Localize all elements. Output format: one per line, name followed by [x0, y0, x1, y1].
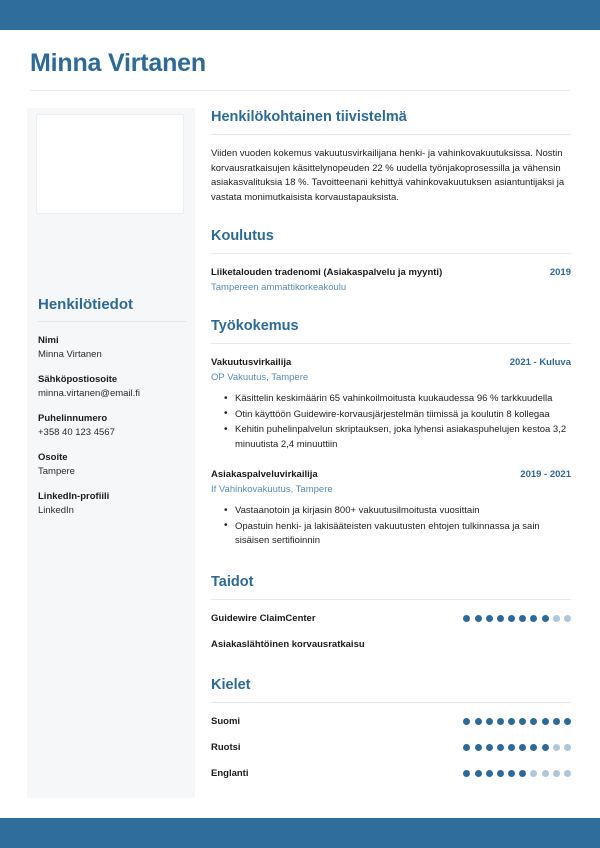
languages-section [211, 676, 571, 781]
contact-label: Puhelinnumero [38, 413, 108, 424]
contact-value: Minna Virtanen [38, 349, 102, 360]
rating-dot-filled [463, 744, 470, 751]
experience-role: Vakuutusvirkailija [211, 357, 292, 369]
contact-value: Tampere [38, 466, 75, 477]
experience-bullet: • Vastaanotoin ja kirjasin 800+ vakuutusilmoitusta vuosittain [235, 504, 569, 519]
rating-dot-filled [519, 615, 526, 622]
candidate-name: Minna Virtanen [30, 49, 206, 77]
education-section [211, 227, 571, 295]
contact-value: minna.virtanen@email.fi [38, 388, 141, 399]
skill-row [211, 638, 571, 652]
bottom-accent-bar [0, 818, 600, 848]
experience-bullets [211, 392, 571, 452]
rating-dot-filled [463, 615, 470, 622]
language-row [211, 741, 571, 755]
experience-bullet: • Käsittelin keskimäärin 65 vahinkoilmoitusta kuukaudessa 96 % tarkkuudella [235, 392, 569, 407]
experience-title: Työkokemus [211, 318, 299, 335]
main-content [211, 108, 571, 781]
personal-details-divider [38, 321, 186, 322]
contact-list [38, 334, 188, 518]
personal-details-section [38, 295, 188, 529]
experience-bullets [211, 504, 571, 549]
education-list [211, 266, 571, 295]
experience-bullet: • Opastuin henki- ja lakisääteisten vakuutusten ehtojen tulkinnassa ja sain sisäisen sertifioinnin [235, 520, 569, 549]
contact-label: Sähköpostiosoite [38, 374, 118, 385]
rating-dots [463, 770, 571, 777]
rating-dot-empty [564, 615, 571, 622]
rating-dot-filled [519, 770, 526, 777]
summary-section [211, 108, 571, 205]
skill-name: Asiakaslähtöinen korvausratkaisu [211, 638, 365, 650]
rating-dot-empty [553, 770, 560, 777]
rating-dot-filled [475, 744, 482, 751]
rating-dot-filled [508, 718, 515, 725]
rating-dot-filled [508, 615, 515, 622]
rating-dot-filled [530, 615, 537, 622]
skills-title: Taidot [211, 573, 254, 590]
experience-entry [211, 468, 571, 549]
rating-dot-filled [486, 615, 493, 622]
skills-divider [211, 599, 571, 600]
rating-dot-filled [553, 718, 560, 725]
rating-dot-empty [553, 615, 560, 622]
experience-bullet: • Otin käyttöön Guidewire-korvausjärjestelmän tiimissä ja koulutin 8 kollegaa [235, 408, 569, 423]
rating-dot-filled [542, 615, 549, 622]
language-name: Ruotsi [211, 741, 241, 753]
contact-item [38, 451, 188, 479]
personal-details-title: Henkilötiedot [38, 296, 134, 313]
education-divider [211, 253, 571, 254]
summary-divider [211, 134, 571, 135]
rating-dot-filled [497, 718, 504, 725]
rating-dot-filled [497, 770, 504, 777]
rating-dot-filled [508, 770, 515, 777]
rating-dot-filled [463, 770, 470, 777]
skill-row [211, 612, 571, 626]
profile-photo-placeholder [36, 114, 184, 214]
languages-list [211, 715, 571, 781]
contact-item [38, 373, 188, 401]
contact-label: Osoite [38, 452, 68, 463]
rating-dot-filled [497, 744, 504, 751]
contact-value: +358 40 123 4567 [38, 427, 115, 438]
rating-dot-filled [486, 744, 493, 751]
experience-date: 2019 - 2021 [520, 469, 571, 481]
experience-entry-head [211, 468, 571, 482]
rating-dot-filled [497, 615, 504, 622]
skills-list [211, 612, 571, 652]
education-title: Koulutus [211, 228, 274, 245]
rating-dot-filled [486, 770, 493, 777]
rating-dot-empty [530, 770, 537, 777]
name-header [30, 48, 570, 91]
rating-dots [463, 615, 571, 622]
rating-dot-filled [542, 718, 549, 725]
rating-dot-filled [486, 718, 493, 725]
rating-dot-filled [564, 718, 571, 725]
language-row [211, 715, 571, 729]
rating-dot-filled [475, 615, 482, 622]
experience-entry-head [211, 356, 571, 370]
rating-dot-filled [519, 744, 526, 751]
top-accent-bar [0, 0, 600, 30]
contact-item [38, 412, 188, 440]
education-date: 2019 [549, 267, 571, 279]
rating-dot-filled [519, 718, 526, 725]
rating-dot-filled [530, 718, 537, 725]
experience-role: Asiakaspalveluvirkailija [211, 469, 318, 481]
rating-dot-filled [530, 744, 537, 751]
rating-dot-filled [475, 770, 482, 777]
language-name: Suomi [211, 715, 241, 727]
education-entry [211, 266, 571, 295]
rating-dot-filled [463, 718, 470, 725]
education-degree: Liiketalouden tradenomi (Asiakaspalvelu ja myynti) [211, 267, 443, 279]
education-entry-head [211, 266, 571, 280]
language-row [211, 767, 571, 781]
summary-title: Henkilökohtainen tiivistelmä [211, 109, 407, 125]
education-institution: Tampereen ammattikorkeakoulu [211, 282, 347, 294]
languages-title: Kielet [211, 676, 251, 693]
languages-divider [211, 702, 571, 703]
rating-dot-empty [542, 770, 549, 777]
rating-dot-empty [564, 744, 571, 751]
rating-dot-empty [564, 770, 571, 777]
contact-label: Nimi [38, 335, 59, 346]
language-name: Englanti [211, 767, 249, 779]
experience-divider [211, 343, 571, 344]
experience-bullet: • Kehitin puhelinpalvelun skriptauksen, joka lyhensi asiakaspuhelujen kestoa 3,2 minuutista 2,4 minuuttiin [235, 423, 569, 452]
contact-item [38, 490, 188, 518]
experience-section [211, 317, 571, 549]
rating-dot-empty [553, 744, 560, 751]
experience-list [211, 356, 571, 549]
contact-item [38, 334, 188, 362]
skill-name: Guidewire ClaimCenter [211, 612, 316, 624]
summary-text: Viiden vuoden kokemus vakuutusvirkailijana henki- ja vahinkovakuutuksissa. Nostin korvausratkaisujen käsittelynopeuden 22 % uudella työnjakoprosessilla ja vähensin asiakasvalituksia 18 %. Tavoitteenani kehittyä vahinkovakuutuksen asiantuntijaksi ja vastata monimutkaisista korvaustapauksista. [211, 148, 565, 203]
rating-dots [463, 718, 571, 725]
skills-section [211, 573, 571, 652]
rating-dot-filled [475, 718, 482, 725]
experience-date: 2021 - Kuluva [509, 357, 571, 369]
experience-employer: If Vahinkovakuutus, Tampere [211, 484, 333, 496]
contact-value: LinkedIn [38, 505, 74, 516]
rating-dot-filled [542, 744, 549, 751]
experience-entry [211, 356, 571, 452]
name-divider [30, 90, 570, 91]
contact-label: LinkedIn-profiili [38, 491, 110, 502]
experience-employer: OP Vakuutus, Tampere [211, 372, 309, 384]
rating-dots [463, 744, 571, 751]
rating-dot-filled [508, 744, 515, 751]
